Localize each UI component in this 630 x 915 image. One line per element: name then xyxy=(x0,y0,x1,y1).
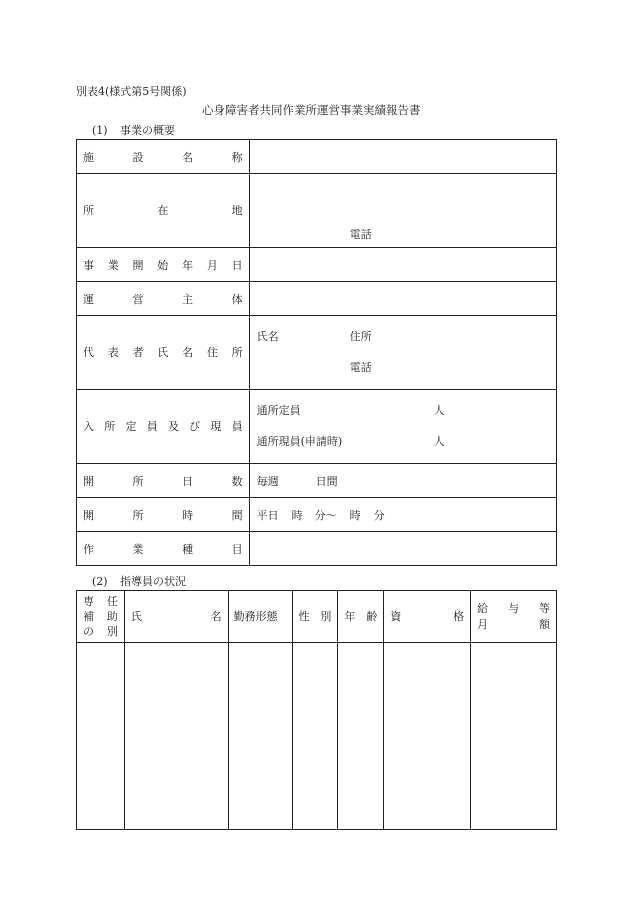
representative-label-char: 者 xyxy=(132,346,144,359)
facility-name-label-char: 設 xyxy=(132,151,144,164)
representative-label-char: 名 xyxy=(182,346,194,359)
operator-label xyxy=(83,294,243,305)
start-date-label-char: 開 xyxy=(132,259,144,272)
open-hours-label-cell xyxy=(77,498,250,532)
capacity-label-char: 及 xyxy=(167,420,179,433)
form-reference: 別表4(様式第5号関係) xyxy=(76,85,187,98)
row-open-hours xyxy=(77,498,557,532)
col-name-label-char: 名 xyxy=(210,610,222,623)
type-entry-cell[interactable] xyxy=(77,643,125,830)
open-hours-weekday: 平日 xyxy=(256,509,279,522)
row-representative xyxy=(77,316,557,390)
col-qualification-header xyxy=(384,591,471,643)
operator-label-char: 運 xyxy=(83,293,94,306)
col-age-label-char: 齢 xyxy=(366,610,378,623)
capacity-label-char: 員 xyxy=(146,420,158,433)
open-days-label-char: 日 xyxy=(182,475,194,488)
operator-label-char: 営 xyxy=(132,293,144,306)
representative-phone-label: 電話 xyxy=(349,361,372,374)
open-days-label-char: 開 xyxy=(83,475,94,488)
row-capacity xyxy=(77,390,557,464)
work-type-label-cell xyxy=(77,532,250,566)
representative-label-char: 代 xyxy=(83,346,94,359)
col-age-label xyxy=(344,611,377,622)
start-date-label-char: 年 xyxy=(182,259,194,272)
col-type-line3-char: の xyxy=(83,625,94,638)
operator-label-cell xyxy=(77,282,250,316)
col-name-header xyxy=(124,591,228,643)
open-hours-hour1: 時 xyxy=(291,509,303,522)
section2-heading: 指導員の状況 xyxy=(120,575,186,588)
col-pay-line2-char: 月 xyxy=(477,618,489,631)
col-pay-line2 xyxy=(477,619,550,630)
work-type-label-char: 業 xyxy=(132,543,144,556)
work-type-label-char: 種 xyxy=(182,543,194,556)
col-qualification-label-char: 資 xyxy=(390,610,402,623)
section1-heading: 事業の概要 xyxy=(120,124,175,137)
section2-heading-number: (2) xyxy=(92,575,108,588)
representative-label-cell xyxy=(77,316,250,390)
capacity-field[interactable] xyxy=(249,390,556,464)
col-type-line1 xyxy=(83,596,118,607)
row-location xyxy=(77,174,557,248)
col-work-label: 勤務形態 xyxy=(233,610,278,623)
work-entry-cell[interactable] xyxy=(228,643,292,830)
capacity-label-cell xyxy=(77,390,250,464)
representative-label-char: 住 xyxy=(206,346,218,359)
location-label-char: 地 xyxy=(231,204,243,217)
work-type-label-char: 作 xyxy=(83,543,94,556)
col-name-label xyxy=(131,611,222,622)
open-hours-label-char: 所 xyxy=(132,509,144,522)
start-date-label-char: 業 xyxy=(107,259,119,272)
representative-label-char: 氏 xyxy=(157,346,169,359)
col-gender-label-char: 性 xyxy=(298,610,310,623)
open-days-field[interactable] xyxy=(249,464,556,498)
representative-label xyxy=(83,347,243,358)
start-date-label-cell xyxy=(77,248,250,282)
open-hours-hour2: 時 xyxy=(349,509,361,522)
start-date-label-char: 始 xyxy=(157,259,169,272)
open-days-label-char: 所 xyxy=(132,475,144,488)
overview-table xyxy=(76,139,557,566)
col-qualification-label-char: 格 xyxy=(453,610,465,623)
current-members-unit: 人 xyxy=(433,435,445,448)
representative-label-char: 表 xyxy=(107,346,119,359)
section1-heading-number: (1) xyxy=(92,124,108,137)
start-date-field[interactable] xyxy=(249,248,556,282)
representative-name-label: 氏名 xyxy=(256,330,279,343)
facility-name-label-cell xyxy=(77,140,250,174)
qualification-entry-cell[interactable] xyxy=(384,643,471,830)
staff-table xyxy=(76,590,557,830)
col-type-line1-char: 任 xyxy=(106,595,118,608)
open-days-prefix: 毎週 xyxy=(256,475,279,488)
open-days-suffix: 日間 xyxy=(315,475,338,488)
col-pay-line1-char: 給 xyxy=(477,602,489,615)
col-type-line3-char: 別 xyxy=(106,625,118,638)
col-pay-line2-char: 額 xyxy=(539,618,550,631)
open-hours-min1: 分～ xyxy=(314,509,337,522)
document-title: 心身障害者共同作業所運営事業実績報告書 xyxy=(202,103,421,117)
col-work-header xyxy=(228,591,292,643)
col-age-label-char: 年 xyxy=(344,610,356,623)
col-gender-label xyxy=(299,611,332,622)
facility-name-label-char: 施 xyxy=(83,151,94,164)
open-days-label-char: 数 xyxy=(231,475,243,488)
col-type-line2-char: 補 xyxy=(83,610,94,623)
col-type-line2-char: 助 xyxy=(106,610,118,623)
col-type-line3 xyxy=(83,626,118,637)
location-label-char: 在 xyxy=(157,204,169,217)
start-date-label xyxy=(83,260,243,271)
location-label-char: 所 xyxy=(83,204,94,217)
row-open-days xyxy=(77,464,557,498)
location-label xyxy=(83,205,243,216)
capacity-label-char: 員 xyxy=(231,420,243,433)
capacity-label-char: 定 xyxy=(125,420,137,433)
location-label-cell xyxy=(77,174,250,248)
capacity-label-char: び xyxy=(189,420,201,433)
age-entry-cell[interactable] xyxy=(338,643,384,830)
col-qualification-label xyxy=(390,611,464,622)
open-hours-label-char: 時 xyxy=(182,509,194,522)
operator-label-char: 体 xyxy=(231,293,243,306)
facility-name-label xyxy=(83,152,243,163)
open-hours-label-char: 開 xyxy=(83,509,94,522)
facility-name-field[interactable] xyxy=(249,140,556,174)
representative-label-char: 所 xyxy=(231,346,243,359)
start-date-label-char: 月 xyxy=(206,259,218,272)
facility-name-label-char: 名 xyxy=(182,151,194,164)
current-members-label: 通所現員(申請時) xyxy=(256,435,343,448)
row-work-type xyxy=(77,532,557,566)
capacity-quota-label: 通所定員 xyxy=(256,404,301,417)
name-entry-cell[interactable] xyxy=(124,643,228,830)
operator-field[interactable] xyxy=(249,282,556,316)
open-days-label xyxy=(83,476,243,487)
location-phone-label: 電話 xyxy=(349,228,372,241)
col-gender-header xyxy=(292,591,338,643)
start-date-label-char: 日 xyxy=(231,259,243,272)
facility-name-label-char: 称 xyxy=(231,151,243,164)
capacity-label xyxy=(83,421,243,432)
col-pay-header xyxy=(471,591,557,643)
capacity-label-char: 現 xyxy=(210,420,222,433)
open-hours-label xyxy=(83,510,243,521)
representative-field[interactable] xyxy=(249,316,556,390)
work-type-label-char: 目 xyxy=(231,543,243,556)
operator-label-char: 主 xyxy=(182,293,194,306)
col-type-header xyxy=(77,591,125,643)
open-hours-min2: 分 xyxy=(373,509,385,522)
work-type-label xyxy=(83,544,243,555)
staff-table-body xyxy=(77,643,557,830)
capacity-label-char: 入 xyxy=(83,420,94,433)
open-hours-field[interactable] xyxy=(249,498,556,532)
pay-entry-cell[interactable] xyxy=(471,643,557,830)
col-pay-line1-char: 与 xyxy=(508,602,520,615)
col-type-line2 xyxy=(83,611,118,622)
row-start-date xyxy=(77,248,557,282)
capacity-label-char: 所 xyxy=(104,420,116,433)
gender-entry-cell[interactable] xyxy=(292,643,338,830)
start-date-label-char: 事 xyxy=(83,259,94,272)
open-days-label-cell xyxy=(77,464,250,498)
staff-table-header xyxy=(77,591,557,643)
col-type-line1-char: 専 xyxy=(83,595,94,608)
location-field[interactable] xyxy=(249,174,556,248)
col-pay-line1 xyxy=(477,603,550,614)
row-operator xyxy=(77,282,557,316)
row-facility-name xyxy=(77,140,557,174)
col-gender-label-char: 別 xyxy=(320,610,332,623)
col-name-label-char: 氏 xyxy=(130,610,142,623)
col-age-header xyxy=(338,591,384,643)
work-type-field[interactable] xyxy=(249,532,556,566)
open-hours-label-char: 間 xyxy=(231,509,243,522)
representative-address-label: 住所 xyxy=(349,330,372,343)
col-pay-line1-char: 等 xyxy=(539,602,550,615)
capacity-quota-unit: 人 xyxy=(433,404,445,417)
